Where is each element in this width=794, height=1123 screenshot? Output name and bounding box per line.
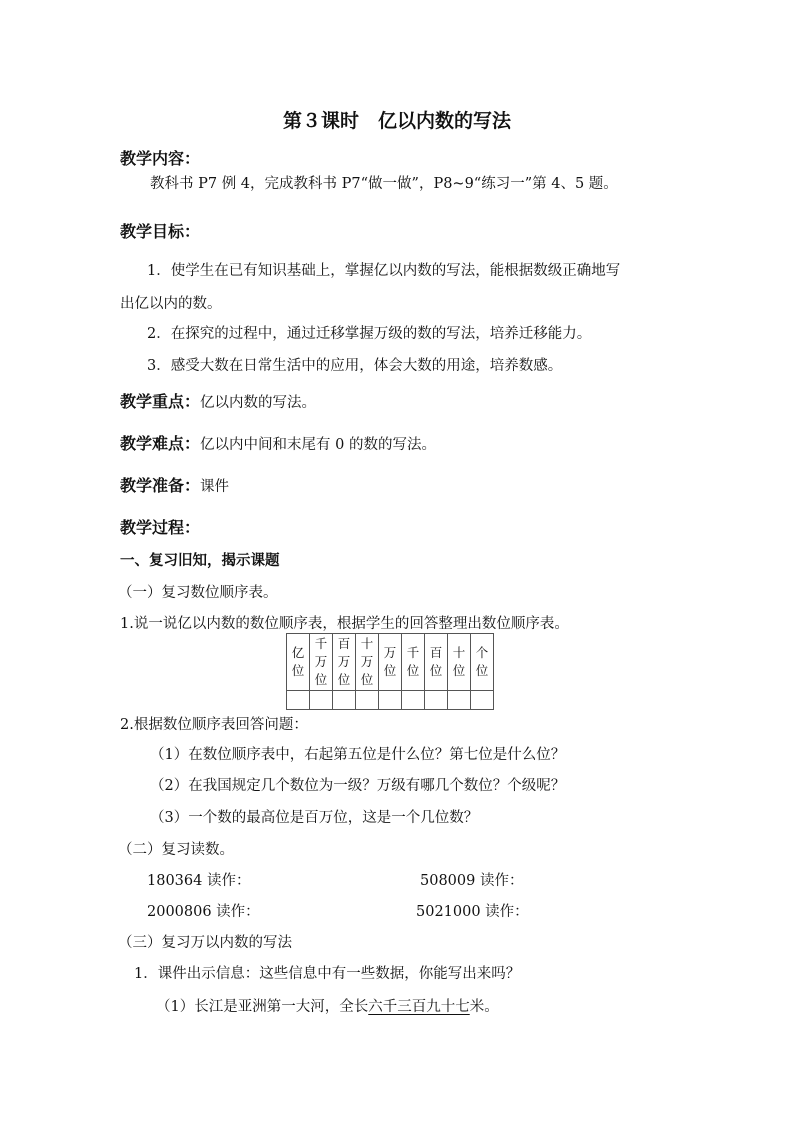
key-point: [120, 389, 316, 412]
blank-cell: [310, 691, 333, 710]
blank-cell: [356, 691, 379, 710]
objective-2: 2．在探究的过程中，通过迁移掌握万级的数的写法，培养迁移能力。: [147, 326, 592, 342]
content-text: 教科书 P7 例 4，完成教科书 P7“做一做”，P8~9“练习一”第 4、5 题。: [150, 176, 618, 192]
difficulty: [120, 431, 436, 454]
example-suffix: 米。: [469, 999, 499, 1015]
objective-1-line-1: 1．使学生在已有知识基础上，掌握亿以内数的写法，能根据数级正确地写: [147, 263, 621, 279]
sub-1-item-1: 1.说一说亿以内数的数位顺序表，根据学生的回答整理出数位顺序表。: [120, 616, 569, 632]
sub-2-heading: （二）复习读数。: [118, 842, 234, 858]
place-cell: 百 位: [425, 634, 448, 691]
place-cell: 个 位: [471, 634, 494, 691]
place-cell: 百 万 位: [333, 634, 356, 691]
difficulty-heading: 教学难点：: [120, 434, 201, 453]
question-1: （1）在数位顺序表中，右起第五位是什么位？第七位是什么位？: [150, 747, 566, 763]
place-value-table: [286, 633, 494, 710]
place-value-blank-row: [287, 691, 494, 710]
blank-cell: [425, 691, 448, 710]
objectives-heading: 教学目标：: [120, 222, 201, 241]
blank-cell: [402, 691, 425, 710]
example-prefix: （1）长江是亚洲第一大河，全长: [156, 999, 369, 1015]
sub-3-heading: （三）复习万以内数的写法: [118, 935, 292, 951]
content-heading: 教学内容：: [120, 149, 201, 168]
objective-3: 3．感受大数在日常生活中的应用，体会大数的用途，培养数感。: [147, 358, 563, 374]
read-item: 508009 读作：: [420, 873, 524, 889]
place-value-header-row: [287, 634, 494, 691]
place-cell: 万 位: [379, 634, 402, 691]
blank-cell: [333, 691, 356, 710]
blank-cell: [448, 691, 471, 710]
read-item: 2000806 读作：: [147, 904, 260, 920]
key-point-heading: 教学重点：: [120, 392, 201, 411]
read-item: 5021000 读作：: [416, 904, 529, 920]
blank-cell: [287, 691, 310, 710]
section-1-heading: 一、复习旧知，揭示课题: [120, 552, 280, 569]
read-item: 180364 读作：: [147, 873, 251, 889]
place-cell: 十 万 位: [356, 634, 379, 691]
place-cell: 亿 位: [287, 634, 310, 691]
blank-cell: [471, 691, 494, 710]
blank-cell: [379, 691, 402, 710]
lesson-title: 第３课时 亿以内数的写法: [282, 110, 511, 132]
example-number: 六千三百九十七: [368, 999, 470, 1015]
difficulty-text: 亿以内中间和末尾有 0 的数的写法。: [200, 437, 436, 453]
preparation-text: 课件: [200, 479, 230, 495]
preparation: [120, 473, 229, 496]
sub-1-heading: （一）复习数位顺序表。: [118, 585, 278, 601]
example-1: [156, 995, 499, 1016]
question-2: （2）在我国规定几个数位为一级？万级有哪几个数位？个级呢？: [150, 778, 566, 794]
sub-3-item-1: 1．课件出示信息：这些信息中有一些数据，你能写出来吗？: [134, 966, 521, 982]
place-cell: 千 万 位: [310, 634, 333, 691]
process-heading: 教学过程：: [120, 518, 201, 537]
sub-1-item-2: 2.根据数位顺序表回答问题：: [120, 717, 308, 733]
objective-1-line-2: 出亿以内的数。: [120, 296, 222, 312]
key-point-text: 亿以内数的写法。: [200, 395, 317, 411]
place-cell: 千 位: [402, 634, 425, 691]
preparation-heading: 教学准备：: [120, 476, 201, 495]
question-3: （3）一个数的最高位是百万位，这是一个几位数？: [150, 810, 479, 826]
place-cell: 十 位: [448, 634, 471, 691]
